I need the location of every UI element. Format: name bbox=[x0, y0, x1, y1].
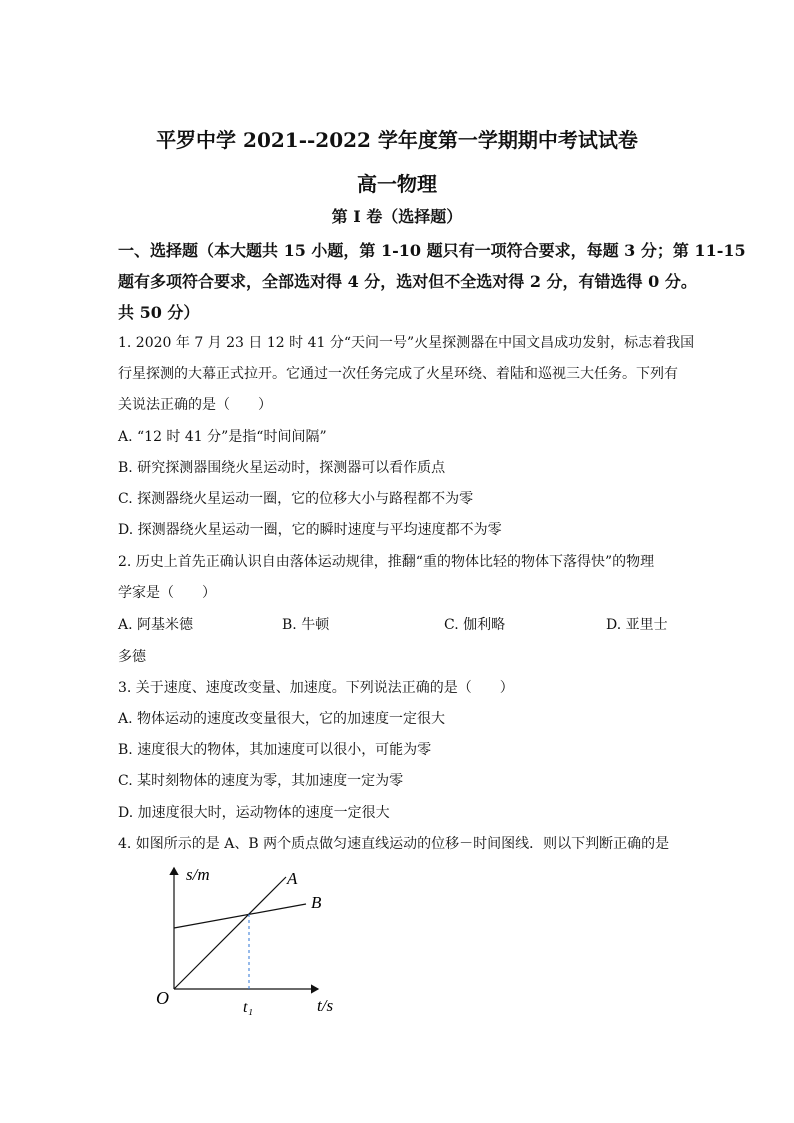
section-heading-line-1: 一、选择题（本大题共 15 小题，第 1-10 题只有一项符合要求，每题 3 分；第 11-15 bbox=[118, 241, 746, 260]
q3-stem: 3. 关于速度、速度改变量、加速度。下列说法正确的是（ ） bbox=[118, 680, 514, 696]
q1-option-b: B. 研究探测器围绕火星运动时，探测器可以看作质点 bbox=[118, 460, 446, 476]
q2-option-c: C. 伽利略 bbox=[444, 617, 506, 633]
x-axis-label: t/s bbox=[317, 996, 334, 1015]
q2-option-d-continued: 多德 bbox=[118, 649, 146, 665]
exam-title: 平罗中学 2021--2022 学年度第一学期期中考试试卷 bbox=[156, 128, 638, 152]
q2-option-d: D. 亚里士 bbox=[606, 617, 668, 633]
q1-option-a: A. “12 时 41 分”是指“时间间隔” bbox=[118, 429, 327, 445]
q2-stem-line-2: 学家是（ ） bbox=[118, 585, 216, 601]
origin-label: O bbox=[156, 988, 169, 1008]
q3-option-a: A. 物体运动的速度改变量很大，它的加速度一定很大 bbox=[118, 711, 446, 727]
y-axis-label: s/m bbox=[186, 865, 210, 884]
q1-stem-line-2: 行星探测的大幕正式拉开。它通过一次任务完成了火星环绕、着陆和巡视三大任务。下列有 bbox=[118, 366, 678, 382]
section-heading-line-2: 题有多项符合要求，全部选对得 4 分，选对但不全选对得 2 分，有错选得 0 分。 bbox=[118, 272, 697, 291]
line-b bbox=[174, 904, 306, 928]
q2-option-b: B. 牛顿 bbox=[282, 617, 330, 633]
q1-option-c: C. 探测器绕火星运动一圈，它的位移大小与路程都不为零 bbox=[118, 491, 474, 507]
q3-option-d: D. 加速度很大时，运动物体的速度一定很大 bbox=[118, 805, 390, 821]
q1-stem-line-3: 关说法正确的是（ ） bbox=[118, 397, 272, 413]
q1-stem-line-1: 1. 2020 年 7 月 23 日 12 时 41 分“天问一号”火星探测器在中国文昌成功发射，标志着我国 bbox=[118, 335, 695, 351]
q4-position-time-graph bbox=[150, 862, 370, 1022]
line-b-label: B bbox=[311, 893, 322, 912]
q2-option-a: A. 阿基米德 bbox=[118, 617, 194, 633]
q2-stem-line-1: 2. 历史上首先正确认识自由落体运动规律，推翻“重的物体比轻的物体下落得快”的物理 bbox=[118, 554, 655, 570]
volume-heading: 第 I 卷（选择题） bbox=[331, 207, 463, 226]
line-a-label: A bbox=[287, 869, 298, 888]
q1-option-d: D. 探测器绕火星运动一圈，它的瞬时速度与平均速度都不为零 bbox=[118, 522, 502, 538]
q3-option-c: C. 某时刻物体的速度为零，其加速度一定为零 bbox=[118, 773, 404, 789]
exam-subject: 高一物理 bbox=[357, 172, 437, 196]
q4-stem: 4. 如图所示的是 A、B 两个质点做匀速直线运动的位移－时间图线．则以下判断正确的是 bbox=[118, 836, 670, 852]
t1-tick-label: t₁ bbox=[243, 999, 254, 1016]
section-heading-line-3: 共 50 分） bbox=[118, 303, 200, 322]
q3-option-b: B. 速度很大的物体，其加速度可以很小，可能为零 bbox=[118, 742, 432, 758]
line-a bbox=[174, 877, 286, 989]
